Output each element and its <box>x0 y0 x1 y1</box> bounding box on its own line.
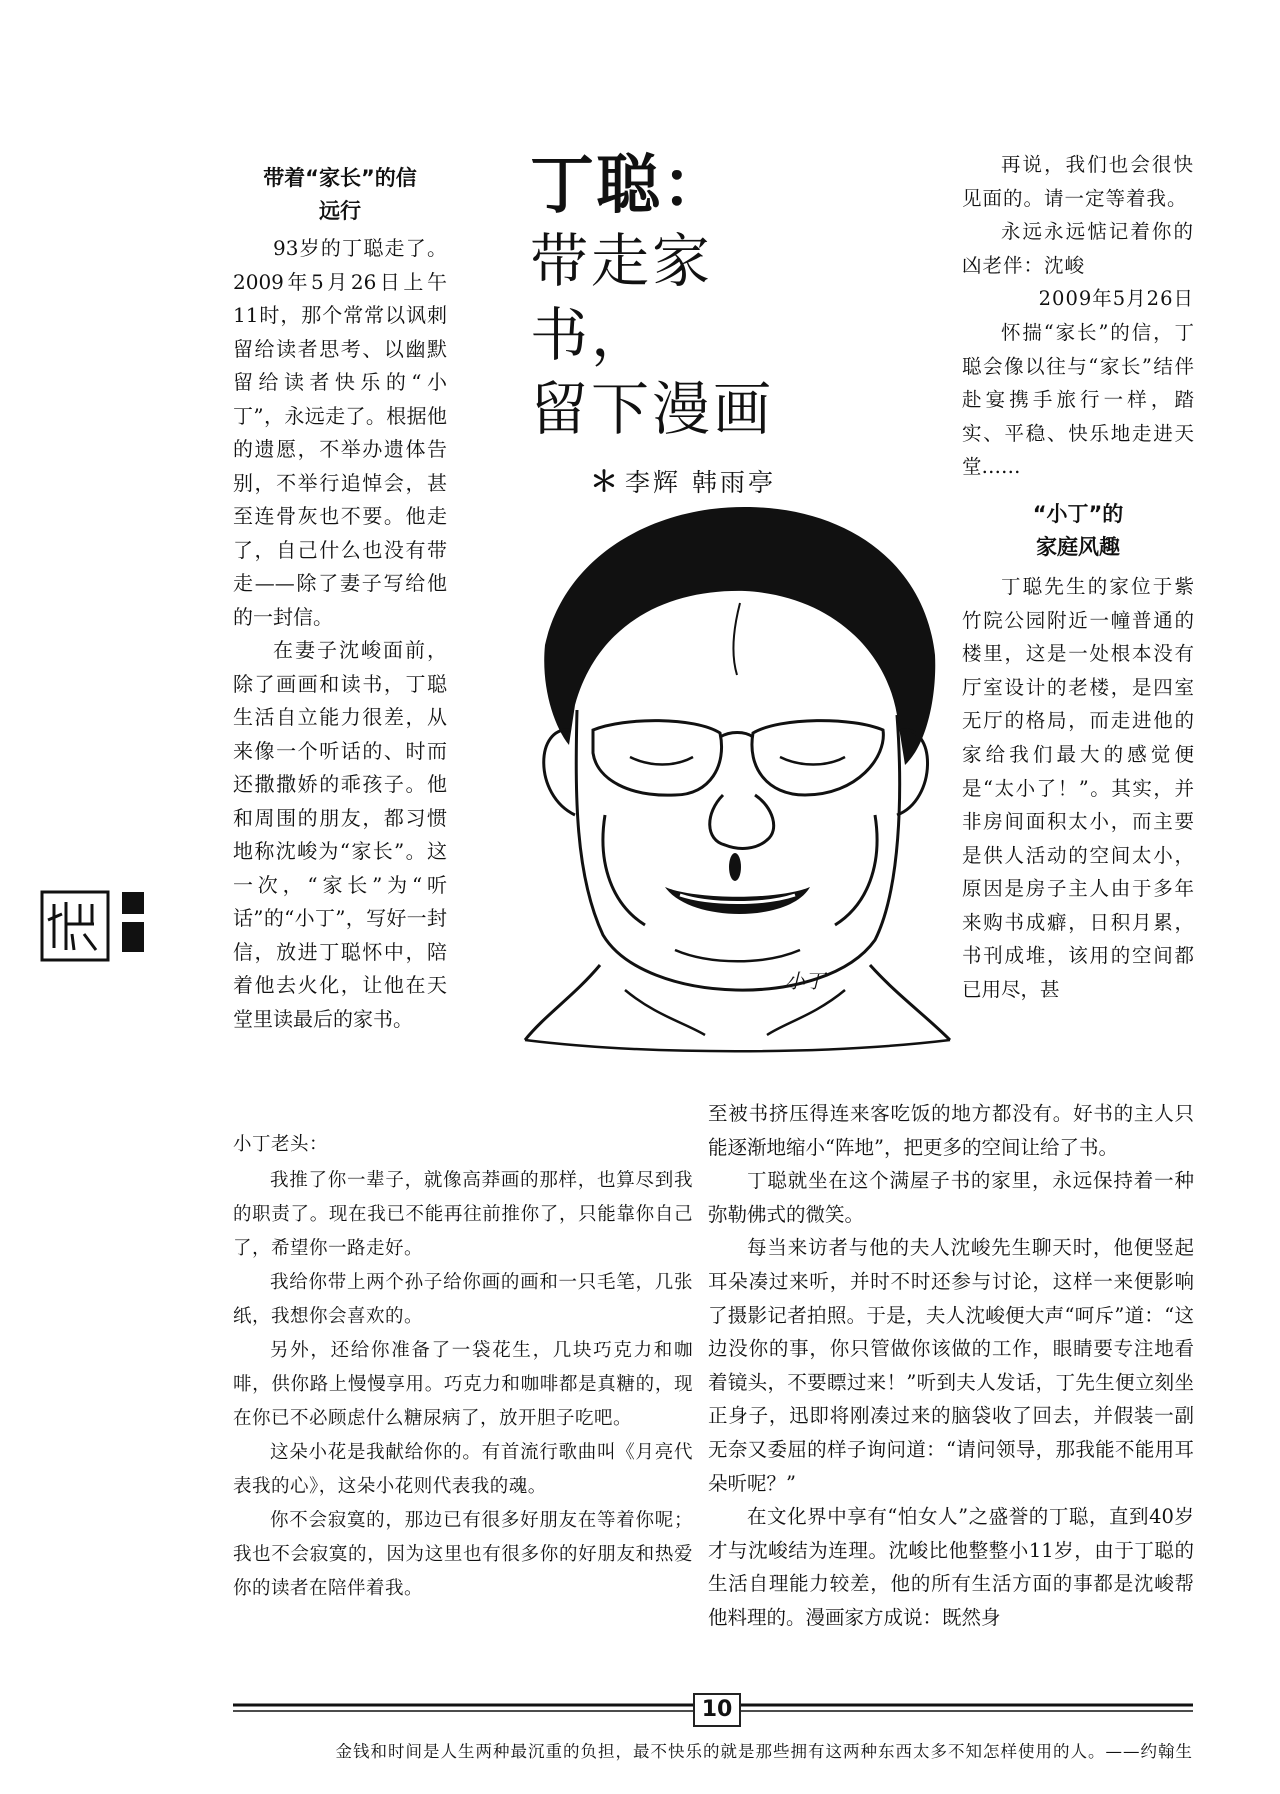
letter-paragraph: 另外，还给你准备了一袋花生，几块巧克力和咖啡，供你路上慢慢享用。巧克力和咖啡都是真糖的，现在你已不必顾虑什么糖尿病了，放开胆子吃吧。 <box>233 1340 693 1429</box>
home-heading-line-2: 家庭风趣 <box>1036 534 1120 559</box>
home-heading-line-1: “小丁”的 <box>1032 501 1124 526</box>
section-seal-icon <box>40 890 150 962</box>
title-line-2: 带走家书， <box>530 227 714 369</box>
paragraph-interview: 每当来访者与他的夫人沈峻先生聊天时，他便竖起耳朵凑过来听，并时不时还参与讨论，这样一来便影响了摄影记者拍照。于是，夫人沈峻便大声“呵斥”道：“这边没你的事，你只管做你该做的工作，眼睛要专注地看着镜头，不要瞟过来！”听到夫人发话，丁先生便立刻坐正身子，迅即将刚凑过来的脑袋收了回去，并假装一副无奈又委屈的样子询问道：“请问领导，那我能不能用耳朵听呢？” <box>708 1236 1194 1495</box>
letter-continuation: 再说，我们也会很快见面的。请一定等着我。 <box>962 153 1194 210</box>
title-line-1: 丁聪： <box>530 149 728 223</box>
paragraph-wife: 在妻子沈峻面前，除了画画和读书，丁聪生活自立能力很差，从来像一个听话的、时而还撒撒娇的乖孩子。他和周围的朋友，都习惯地称沈峻为“家长”。这一次，“家长”为“听话”的“小丁”，写好一封信，放进丁聪怀中，陪着他去火化，让他在天堂里读最后的家书。 <box>233 638 447 1031</box>
letter-date: 2009年5月26日 <box>1038 287 1194 311</box>
right-column <box>962 148 1194 1007</box>
footer-quote: 金钱和时间是人生两种最沉重的负担，最不快乐的就是那些拥有这两种东西太多不知怎样使用的人。——约翰生 <box>335 1742 1193 1761</box>
caricature-svg <box>505 495 965 1055</box>
paragraph-smile: 丁聪就坐在这个满屋子书的家里，永远保持着一种弥勒佛式的微笑。 <box>708 1169 1194 1226</box>
letter-paragraph: 我给你带上两个孙子给你画的画和一只毛笔，几张纸，我想你会喜欢的。 <box>233 1272 693 1327</box>
letter-closing: 永远永远惦记着你的凶老伴：沈峻 <box>962 220 1194 277</box>
byline-authors: 李辉 韩雨亭 <box>625 468 776 497</box>
byline <box>530 460 830 500</box>
paragraph-passing: 93岁的丁聪走了。2009年5月26日上午11时，那个常常以讽刺留给读者思考、以幽默留给读者快乐的“小丁”，永远走了。根据他的遗愿，不举办遗体告别，不举行追悼会，甚至连骨灰也不要。他走了，自己什么也没有带走——除了妻子写给他的一封信。 <box>233 236 447 629</box>
caricature-drawing <box>505 495 965 1055</box>
letter-paragraph: 你不会寂寞的，那边已有很多好朋友在等着你呢；我也不会寂寞的，因为这里也有很多你的好朋友和热爱你的读者在陪伴着我。 <box>233 1510 693 1599</box>
heading-line-1: 带着“家长”的信 <box>263 166 417 190</box>
letter-block <box>233 1128 693 1606</box>
paragraph-heaven: 怀揣“家长”的信，丁聪会像以往与“家长”结伴赴宴携手旅行一样，踏实、平稳、快乐地走进天堂…… <box>962 320 1194 479</box>
left-column <box>233 162 447 1036</box>
letter-paragraph: 这朵小花是我献给你的。有首流行歌曲叫《月亮代表我的心》，这朵小花则代表我的魂。 <box>233 1442 693 1497</box>
paragraph-marriage: 在文化界中享有“怕女人”之盛誉的丁聪，直到40岁才与沈峻结为连理。沈峻比他整整小11岁，由于丁聪的生活自理能力较差，他的所有生活方面的事都是沈峻帮他料理的。漫画家方成说：既然身 <box>708 1505 1194 1629</box>
byline-mark: ＊ <box>590 465 622 498</box>
caricature-signature: 小丁 <box>785 969 825 993</box>
bottom-right-body <box>708 1097 1194 1635</box>
title-line-3: 留下漫画 <box>530 375 775 443</box>
section-heading-letter <box>233 162 447 228</box>
section-seal <box>40 890 150 962</box>
letter-paragraph: 我推了你一辈子，就像高莽画的那样，也算尽到我的职责了。现在我已不能再往前推你了，只能靠你自己了，希望你一路走好。 <box>233 1170 693 1259</box>
page-number: 10 <box>693 1693 741 1727</box>
letter-salutation: 小丁老头： <box>233 1134 329 1155</box>
paragraph-home-continued: 至被书挤压得连来客吃饭的地方都没有。好书的主人只能逐渐地缩小“阵地”，把更多的空间让给了书。 <box>708 1102 1194 1159</box>
section-heading-home <box>962 498 1194 564</box>
paragraph-home: 丁聪先生的家位于紫竹院公园附近一幢普通的楼里，这是一处根本没有厅室设计的老楼，是四室无厅的格局，而走进他的家给我们最大的感觉便是“太小了！”。其实，并非房间面积太小，而主要是供人活动的空间太小，原因是房子主人由于多年来购书成癖，日积月累，书刊成堆，该用的空间都已用尽，甚 <box>962 574 1194 1002</box>
article-title <box>530 148 830 500</box>
heading-line-2: 远行 <box>319 199 361 223</box>
